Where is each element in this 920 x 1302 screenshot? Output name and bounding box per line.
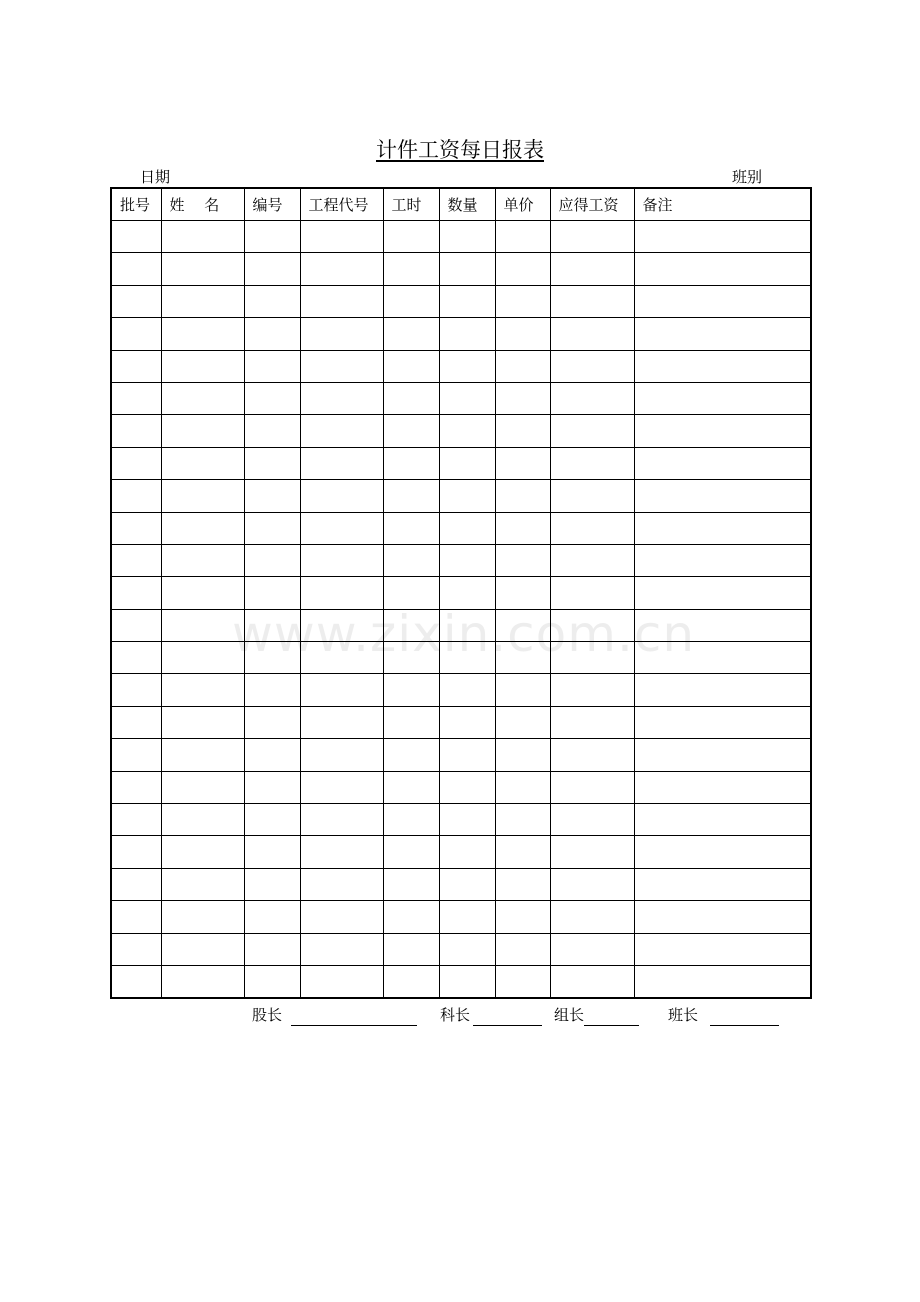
- table-cell[interactable]: [383, 318, 439, 350]
- table-cell[interactable]: [244, 382, 300, 414]
- table-cell[interactable]: [439, 544, 495, 576]
- table-cell[interactable]: [634, 512, 811, 544]
- table-cell[interactable]: [111, 739, 161, 771]
- table-cell[interactable]: [550, 221, 634, 253]
- table-cell[interactable]: [383, 544, 439, 576]
- table-cell[interactable]: [383, 382, 439, 414]
- table-cell[interactable]: [300, 674, 383, 706]
- table-cell[interactable]: [439, 609, 495, 641]
- table-cell[interactable]: [111, 868, 161, 900]
- table-row: [111, 512, 811, 544]
- table-cell[interactable]: [244, 221, 300, 253]
- table-cell[interactable]: [300, 318, 383, 350]
- table-cell[interactable]: [495, 868, 550, 900]
- table-cell[interactable]: [550, 706, 634, 738]
- date-label: 日期: [140, 168, 171, 186]
- shift-leader-signature-line[interactable]: [710, 1025, 779, 1026]
- table-cell[interactable]: [383, 642, 439, 674]
- table-cell[interactable]: [634, 544, 811, 576]
- table-cell[interactable]: [439, 253, 495, 285]
- table-cell[interactable]: [111, 480, 161, 512]
- header-hours: 工时: [383, 188, 439, 221]
- table-row: [111, 933, 811, 965]
- header-unit-price: 单价: [495, 188, 550, 221]
- table-cell[interactable]: [383, 480, 439, 512]
- table-cell[interactable]: [550, 674, 634, 706]
- table-cell[interactable]: [300, 868, 383, 900]
- table-cell[interactable]: [383, 447, 439, 479]
- table-cell[interactable]: [244, 253, 300, 285]
- table-cell[interactable]: [634, 642, 811, 674]
- table-cell[interactable]: [634, 836, 811, 868]
- table-cell[interactable]: [244, 739, 300, 771]
- table-cell[interactable]: [634, 480, 811, 512]
- table-cell[interactable]: [111, 447, 161, 479]
- table-cell[interactable]: [550, 285, 634, 317]
- table-cell[interactable]: [383, 836, 439, 868]
- table-cell[interactable]: [161, 221, 244, 253]
- table-cell[interactable]: [439, 318, 495, 350]
- table-cell[interactable]: [161, 739, 244, 771]
- table-row: [111, 382, 811, 414]
- table-cell[interactable]: [300, 771, 383, 803]
- table-cell[interactable]: [383, 577, 439, 609]
- table-cell[interactable]: [111, 965, 161, 998]
- table-cell[interactable]: [550, 577, 634, 609]
- table-cell[interactable]: [495, 836, 550, 868]
- table-cell[interactable]: [439, 221, 495, 253]
- table-cell[interactable]: [161, 285, 244, 317]
- table-cell[interactable]: [244, 512, 300, 544]
- table-cell[interactable]: [161, 901, 244, 933]
- table-cell[interactable]: [439, 771, 495, 803]
- table-cell[interactable]: [383, 415, 439, 447]
- table-cell[interactable]: [634, 447, 811, 479]
- table-cell[interactable]: [300, 804, 383, 836]
- table-cell[interactable]: [495, 577, 550, 609]
- table-cell[interactable]: [244, 318, 300, 350]
- table-cell[interactable]: [550, 868, 634, 900]
- table-row: [111, 836, 811, 868]
- table-cell[interactable]: [634, 350, 811, 382]
- table-cell[interactable]: [550, 933, 634, 965]
- table-cell[interactable]: [634, 415, 811, 447]
- table-cell[interactable]: [634, 382, 811, 414]
- table-cell[interactable]: [383, 933, 439, 965]
- wage-report-table: [110, 187, 812, 999]
- table-row: [111, 771, 811, 803]
- table-cell[interactable]: [495, 804, 550, 836]
- table-cell[interactable]: [495, 739, 550, 771]
- table-row: [111, 739, 811, 771]
- table-cell[interactable]: [244, 901, 300, 933]
- table-cell[interactable]: [439, 933, 495, 965]
- table-cell[interactable]: [634, 674, 811, 706]
- table-cell[interactable]: [244, 868, 300, 900]
- table-cell[interactable]: [495, 544, 550, 576]
- table-cell[interactable]: [300, 933, 383, 965]
- table-cell[interactable]: [383, 739, 439, 771]
- table-body: [111, 221, 811, 999]
- table-cell[interactable]: [161, 609, 244, 641]
- table-row: [111, 642, 811, 674]
- table-cell[interactable]: [111, 415, 161, 447]
- table-cell[interactable]: [634, 804, 811, 836]
- group-leader-label: 组长: [554, 1006, 585, 1024]
- table-cell[interactable]: [439, 577, 495, 609]
- table-cell[interactable]: [244, 642, 300, 674]
- table-cell[interactable]: [300, 382, 383, 414]
- table-cell[interactable]: [383, 253, 439, 285]
- table-cell[interactable]: [383, 706, 439, 738]
- table-cell[interactable]: [244, 771, 300, 803]
- table-row: [111, 285, 811, 317]
- table-cell[interactable]: [439, 965, 495, 998]
- table-cell[interactable]: [439, 674, 495, 706]
- table-cell[interactable]: [495, 415, 550, 447]
- table-cell[interactable]: [550, 609, 634, 641]
- table-cell[interactable]: [439, 706, 495, 738]
- table-cell[interactable]: [244, 350, 300, 382]
- table-cell[interactable]: [634, 221, 811, 253]
- table-cell[interactable]: [161, 382, 244, 414]
- table-row: [111, 674, 811, 706]
- table-cell[interactable]: [300, 544, 383, 576]
- header-batch-no: 批号: [111, 188, 161, 221]
- table-row: [111, 318, 811, 350]
- dept-chief-label: 科长: [440, 1006, 471, 1024]
- table-cell[interactable]: [161, 642, 244, 674]
- table-cell[interactable]: [550, 965, 634, 998]
- table-cell[interactable]: [111, 836, 161, 868]
- table-cell[interactable]: [300, 480, 383, 512]
- table-cell[interactable]: [300, 706, 383, 738]
- table-row: [111, 965, 811, 998]
- table-cell[interactable]: [495, 706, 550, 738]
- table-cell[interactable]: [439, 739, 495, 771]
- table-cell[interactable]: [300, 836, 383, 868]
- header-process-code: 工程代号: [300, 188, 383, 221]
- table-cell[interactable]: [550, 318, 634, 350]
- watermark: www.zixin.com.cn: [232, 605, 696, 663]
- table-cell[interactable]: [550, 771, 634, 803]
- table-row: [111, 350, 811, 382]
- table-cell[interactable]: [550, 804, 634, 836]
- table-cell[interactable]: [634, 253, 811, 285]
- table-cell[interactable]: [634, 285, 811, 317]
- table-cell[interactable]: [439, 382, 495, 414]
- table-cell[interactable]: [300, 642, 383, 674]
- table-cell[interactable]: [161, 415, 244, 447]
- table-cell[interactable]: [495, 901, 550, 933]
- table-cell[interactable]: [495, 253, 550, 285]
- table-row: [111, 480, 811, 512]
- table-row: [111, 901, 811, 933]
- table-cell[interactable]: [439, 480, 495, 512]
- table-cell[interactable]: [383, 901, 439, 933]
- table-cell[interactable]: [161, 577, 244, 609]
- table-cell[interactable]: [383, 674, 439, 706]
- table-row: [111, 577, 811, 609]
- section-chief-signature-line[interactable]: [291, 1025, 417, 1026]
- table-cell[interactable]: [300, 577, 383, 609]
- table-cell[interactable]: [300, 253, 383, 285]
- header-remarks: 备注: [634, 188, 811, 221]
- table-cell[interactable]: [300, 512, 383, 544]
- table-cell[interactable]: [495, 771, 550, 803]
- table-cell[interactable]: [439, 804, 495, 836]
- table-cell[interactable]: [111, 285, 161, 317]
- table-cell[interactable]: [161, 933, 244, 965]
- table-cell[interactable]: [383, 221, 439, 253]
- table-cell[interactable]: [383, 350, 439, 382]
- table-cell[interactable]: [634, 868, 811, 900]
- table-cell[interactable]: [111, 318, 161, 350]
- table-cell[interactable]: [495, 350, 550, 382]
- table-cell[interactable]: [300, 609, 383, 641]
- table-cell[interactable]: [383, 965, 439, 998]
- table-cell[interactable]: [550, 253, 634, 285]
- table-cell[interactable]: [111, 901, 161, 933]
- table-cell[interactable]: [439, 512, 495, 544]
- table-cell[interactable]: [161, 253, 244, 285]
- table-cell[interactable]: [244, 609, 300, 641]
- table-cell[interactable]: [161, 868, 244, 900]
- table-cell[interactable]: [111, 706, 161, 738]
- header-id-no: 编号: [244, 188, 300, 221]
- table-cell[interactable]: [550, 480, 634, 512]
- table-cell[interactable]: [300, 965, 383, 998]
- table-cell[interactable]: [300, 739, 383, 771]
- table-cell[interactable]: [495, 512, 550, 544]
- table-cell[interactable]: [300, 415, 383, 447]
- table-row: [111, 415, 811, 447]
- table-cell[interactable]: [111, 512, 161, 544]
- table-cell[interactable]: [161, 771, 244, 803]
- table-cell[interactable]: [383, 609, 439, 641]
- table-cell[interactable]: [634, 706, 811, 738]
- table-cell[interactable]: [111, 933, 161, 965]
- table-cell[interactable]: [495, 382, 550, 414]
- table-cell[interactable]: [634, 609, 811, 641]
- table-row: [111, 804, 811, 836]
- table-cell[interactable]: [244, 674, 300, 706]
- table-cell[interactable]: [244, 706, 300, 738]
- table-cell[interactable]: [111, 804, 161, 836]
- table-cell[interactable]: [383, 512, 439, 544]
- table-cell[interactable]: [300, 901, 383, 933]
- table-row: [111, 706, 811, 738]
- table-cell[interactable]: [111, 674, 161, 706]
- table-cell[interactable]: [439, 642, 495, 674]
- table-cell[interactable]: [244, 285, 300, 317]
- table-cell[interactable]: [244, 836, 300, 868]
- table-cell[interactable]: [161, 965, 244, 998]
- table-cell[interactable]: [161, 706, 244, 738]
- table-cell[interactable]: [300, 447, 383, 479]
- table-cell[interactable]: [244, 480, 300, 512]
- header-row: [111, 188, 811, 221]
- table-cell[interactable]: [161, 512, 244, 544]
- table-cell[interactable]: [550, 544, 634, 576]
- table-cell[interactable]: [439, 836, 495, 868]
- table-row: [111, 868, 811, 900]
- table-cell[interactable]: [634, 318, 811, 350]
- table-cell[interactable]: [111, 609, 161, 641]
- table-cell[interactable]: [439, 350, 495, 382]
- table-cell[interactable]: [161, 836, 244, 868]
- table-cell[interactable]: [495, 933, 550, 965]
- table-cell[interactable]: [383, 285, 439, 317]
- table-cell[interactable]: [495, 642, 550, 674]
- shift-leader-label: 班长: [668, 1006, 699, 1024]
- table-cell[interactable]: [111, 350, 161, 382]
- table-cell[interactable]: [439, 447, 495, 479]
- table-cell[interactable]: [111, 771, 161, 803]
- table-cell[interactable]: [111, 642, 161, 674]
- table-cell[interactable]: [111, 544, 161, 576]
- table-cell[interactable]: [634, 933, 811, 965]
- table-cell[interactable]: [244, 447, 300, 479]
- table-cell[interactable]: [111, 221, 161, 253]
- table-cell[interactable]: [244, 933, 300, 965]
- table-cell[interactable]: [495, 447, 550, 479]
- table-cell[interactable]: [244, 544, 300, 576]
- header-quantity: 数量: [439, 188, 495, 221]
- table-cell[interactable]: [161, 804, 244, 836]
- table-row: [111, 609, 811, 641]
- table-cell[interactable]: [244, 804, 300, 836]
- report-title: [0, 136, 920, 164]
- table-cell[interactable]: [111, 382, 161, 414]
- table-cell[interactable]: [495, 318, 550, 350]
- table-cell[interactable]: [439, 415, 495, 447]
- table-cell[interactable]: [383, 868, 439, 900]
- table-cell[interactable]: [161, 318, 244, 350]
- table-cell[interactable]: [495, 674, 550, 706]
- section-chief-label: 股长: [252, 1006, 283, 1024]
- table-cell[interactable]: [634, 577, 811, 609]
- table-cell[interactable]: [495, 609, 550, 641]
- group-leader-signature-line[interactable]: [584, 1025, 639, 1026]
- table-cell[interactable]: [634, 901, 811, 933]
- table-cell[interactable]: [634, 965, 811, 998]
- table-cell[interactable]: [300, 285, 383, 317]
- table-cell[interactable]: [300, 221, 383, 253]
- table-cell[interactable]: [550, 642, 634, 674]
- table-cell[interactable]: [161, 447, 244, 479]
- table-cell[interactable]: [383, 804, 439, 836]
- table-cell[interactable]: [244, 415, 300, 447]
- table-cell[interactable]: [161, 480, 244, 512]
- table-cell[interactable]: [111, 253, 161, 285]
- table-cell[interactable]: [439, 868, 495, 900]
- table-cell[interactable]: [550, 739, 634, 771]
- table-row: [111, 221, 811, 253]
- header-wage-due: 应得工资: [550, 188, 634, 221]
- table-cell[interactable]: [550, 415, 634, 447]
- table-cell[interactable]: [161, 544, 244, 576]
- table-cell[interactable]: [244, 965, 300, 998]
- table-cell[interactable]: [300, 350, 383, 382]
- table-cell[interactable]: [550, 447, 634, 479]
- report-title-text: 计件工资每日报表: [376, 138, 544, 162]
- table-cell[interactable]: [111, 577, 161, 609]
- table-cell[interactable]: [634, 739, 811, 771]
- table-row: [111, 544, 811, 576]
- table-row: [111, 253, 811, 285]
- table-cell[interactable]: [550, 350, 634, 382]
- table-cell[interactable]: [383, 771, 439, 803]
- table-cell[interactable]: [495, 480, 550, 512]
- table-cell[interactable]: [550, 836, 634, 868]
- table-cell[interactable]: [550, 901, 634, 933]
- table-cell[interactable]: [161, 674, 244, 706]
- shift-label: 班别: [732, 168, 763, 186]
- table-cell[interactable]: [244, 577, 300, 609]
- dept-chief-signature-line[interactable]: [473, 1025, 542, 1026]
- table-cell[interactable]: [550, 512, 634, 544]
- table-cell[interactable]: [439, 285, 495, 317]
- table-cell[interactable]: [495, 965, 550, 998]
- table-cell[interactable]: [634, 771, 811, 803]
- table-row: [111, 447, 811, 479]
- table-cell[interactable]: [439, 901, 495, 933]
- table-cell[interactable]: [550, 382, 634, 414]
- header-name: 姓 名: [161, 188, 244, 221]
- table-cell[interactable]: [495, 221, 550, 253]
- table-cell[interactable]: [161, 350, 244, 382]
- table-cell[interactable]: [495, 285, 550, 317]
